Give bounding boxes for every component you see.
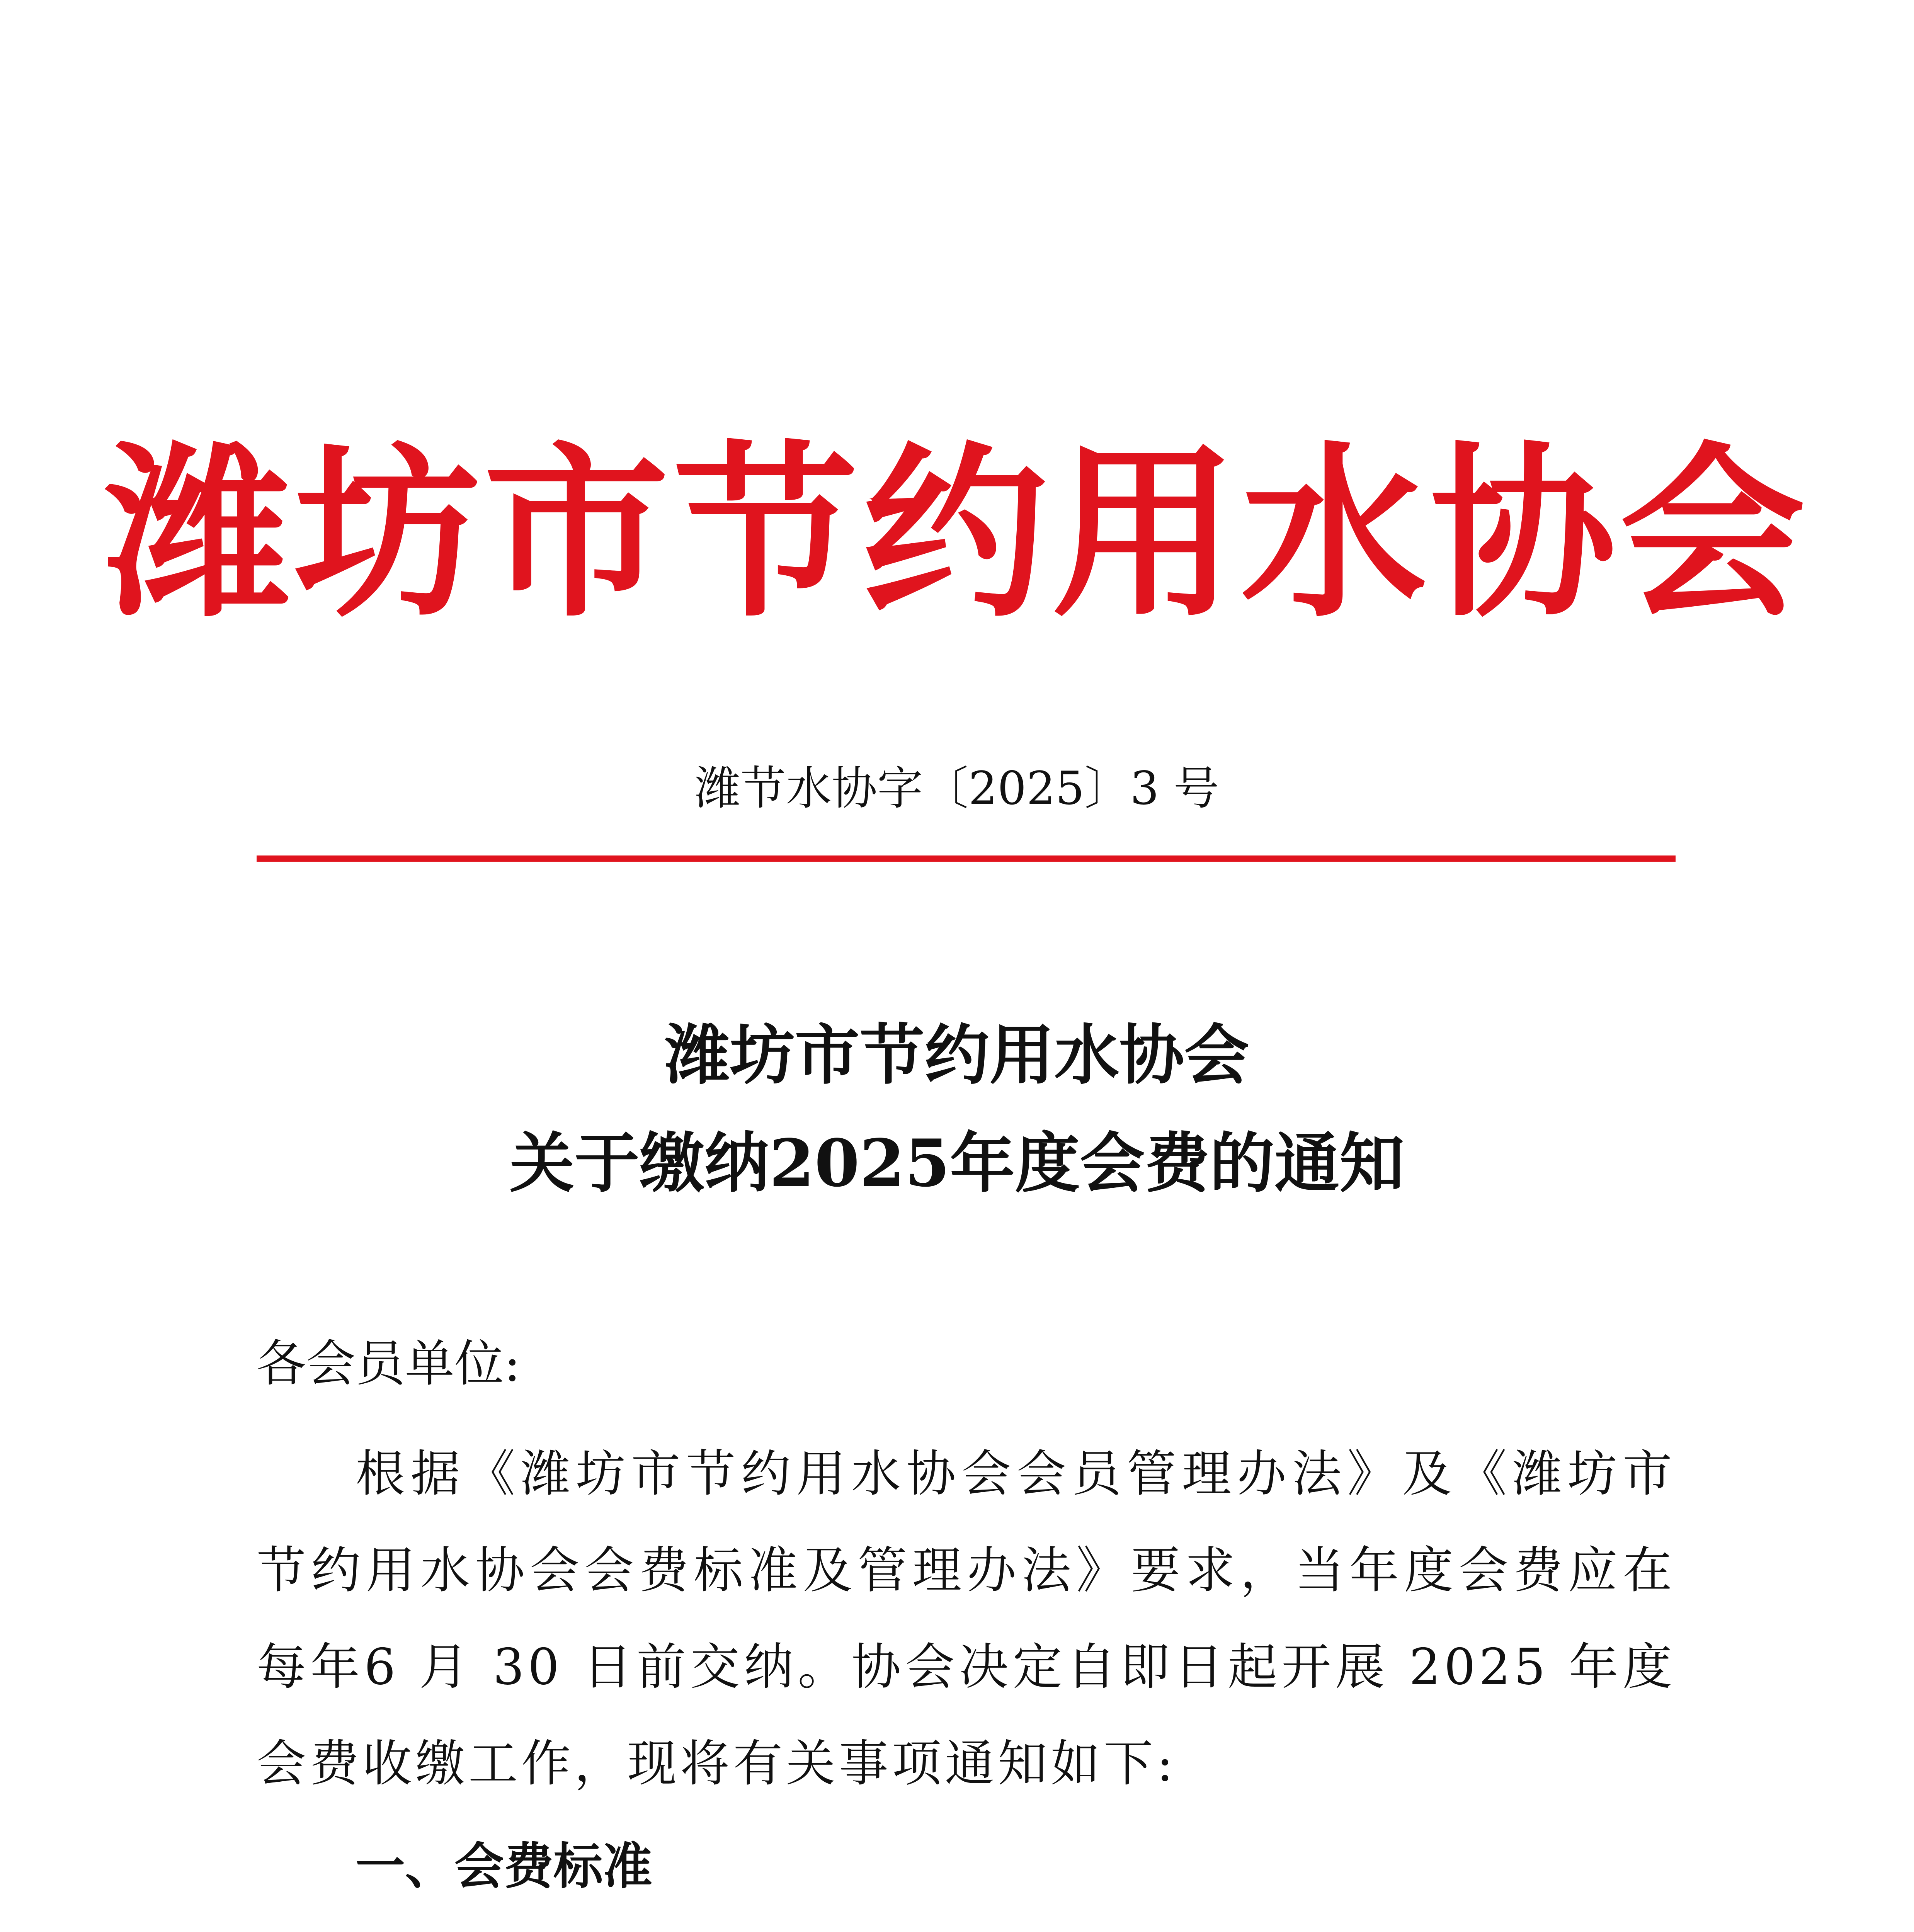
intro-paragraph: 根据《潍坊市节约用水协会会员管理办法》及《潍坊市节约用水协会会费标准及管理办法》要求，当年度会费应在每年6 月 30 日前交纳。协会决定自即日起开展 2025 年度会费收缴工作，现将有关事项通知如下:: [257, 1445, 1676, 1793]
salutation: 各会员单位:: [257, 1335, 521, 1393]
red-divider: [257, 855, 1676, 862]
document-number: 潍节水协字〔2025〕3 号: [695, 762, 1219, 815]
notice-title-line-2: 关于缴纳2025年度会费的通知: [509, 1125, 1405, 1201]
organization-masthead: 潍坊市节约用水协会: [105, 424, 1809, 642]
notice-title-line-1: 潍坊市节约用水协会: [665, 1017, 1249, 1093]
section-heading-fee-standard: 一、会费标准: [356, 1837, 653, 1895]
